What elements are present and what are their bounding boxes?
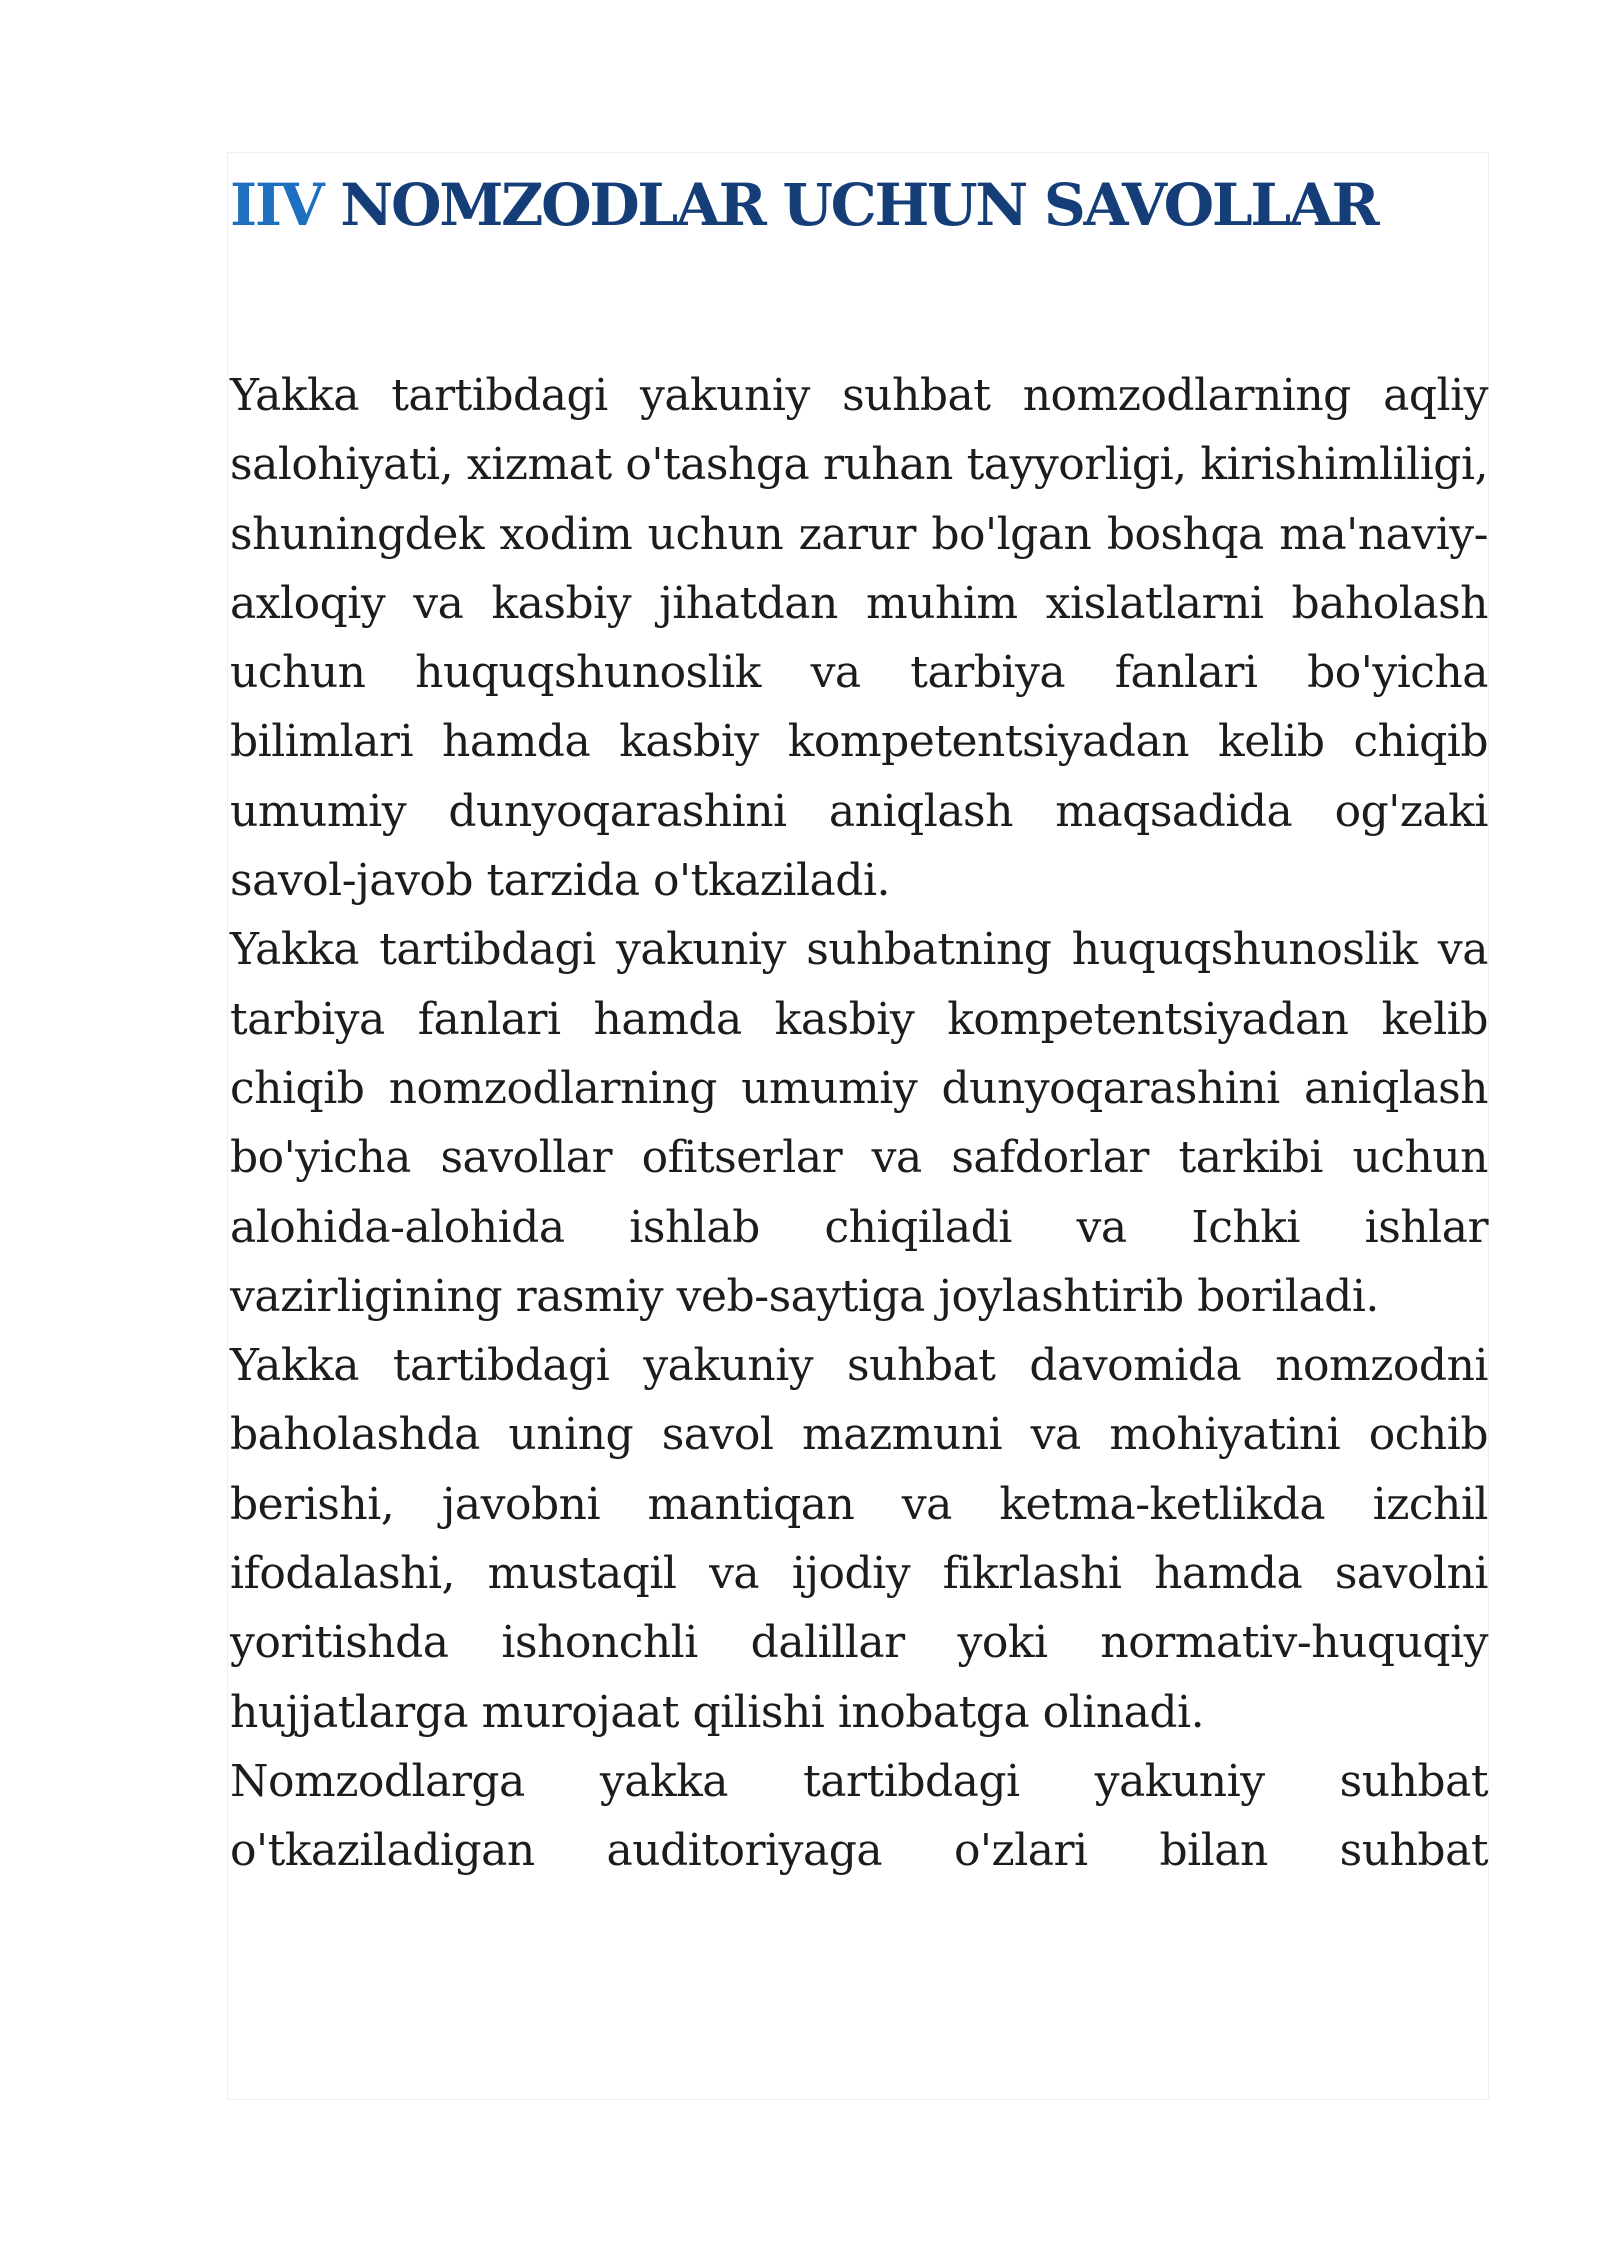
title-prefix: IIV <box>230 171 323 239</box>
paragraph-1: Yakka tartibdagi yakuniy suhbat nomzodlarning aqliy salohiyati, xizmat o'tashga ruhan tayyorligi, kirishimliligi, shuningdek xodim uchun zarur bo'lgan boshqa ma'naviy-axloqiy va kasbiy jihatdan muhim xislatlarni baholash uchun huquqshunoslik va tarbiya fanlari bo'yicha bilimlari hamda kasbiy kompetentsiyadan kelib chiqib umumiy dunyoqarashini aniqlash maqsadida og'zaki savol-javob tarzida o'tkaziladi. <box>230 370 1488 907</box>
document-body <box>230 361 1488 1886</box>
document-content <box>230 153 1488 1886</box>
document-page <box>227 152 1489 2100</box>
paragraph-4: Nomzodlarga yakka tartibdagi yakuniy suhbat o'tkaziladigan auditoriyaga o'zlari bilan suhbat <box>230 1755 1488 1877</box>
paragraph-3: Yakka tartibdagi yakuniy suhbat davomida nomzodni baholashda uning savol mazmuni va mohiyatini ochib berishi, javobni mantiqan va ketma-ketlikda izchil ifodalashi, mustaqil va ijodiy fikrlashi hamda savolni yoritishda ishonchli dalillar yoki normativ-huquqiy hujjatlarga murojaat qilishi inobatga olinadi. <box>230 1340 1488 1738</box>
title-text: NOMZODLAR UCHUN SAVOLLAR <box>340 171 1378 239</box>
paragraph-2: Yakka tartibdagi yakuniy suhbatning huquqshunoslik va tarbiya fanlari hamda kasbiy kompetentsiyadan kelib chiqib nomzodlarning umumiy dunyoqarashini aniqlash bo'yicha savollar ofitserlar va safdorlar tarkibi uchun alohida-alohida ishlab chiqiladi va Ichki ishlar vazirligining rasmiy veb-saytiga joylashtirib boriladi. <box>230 924 1488 1322</box>
page-title <box>230 167 1488 243</box>
